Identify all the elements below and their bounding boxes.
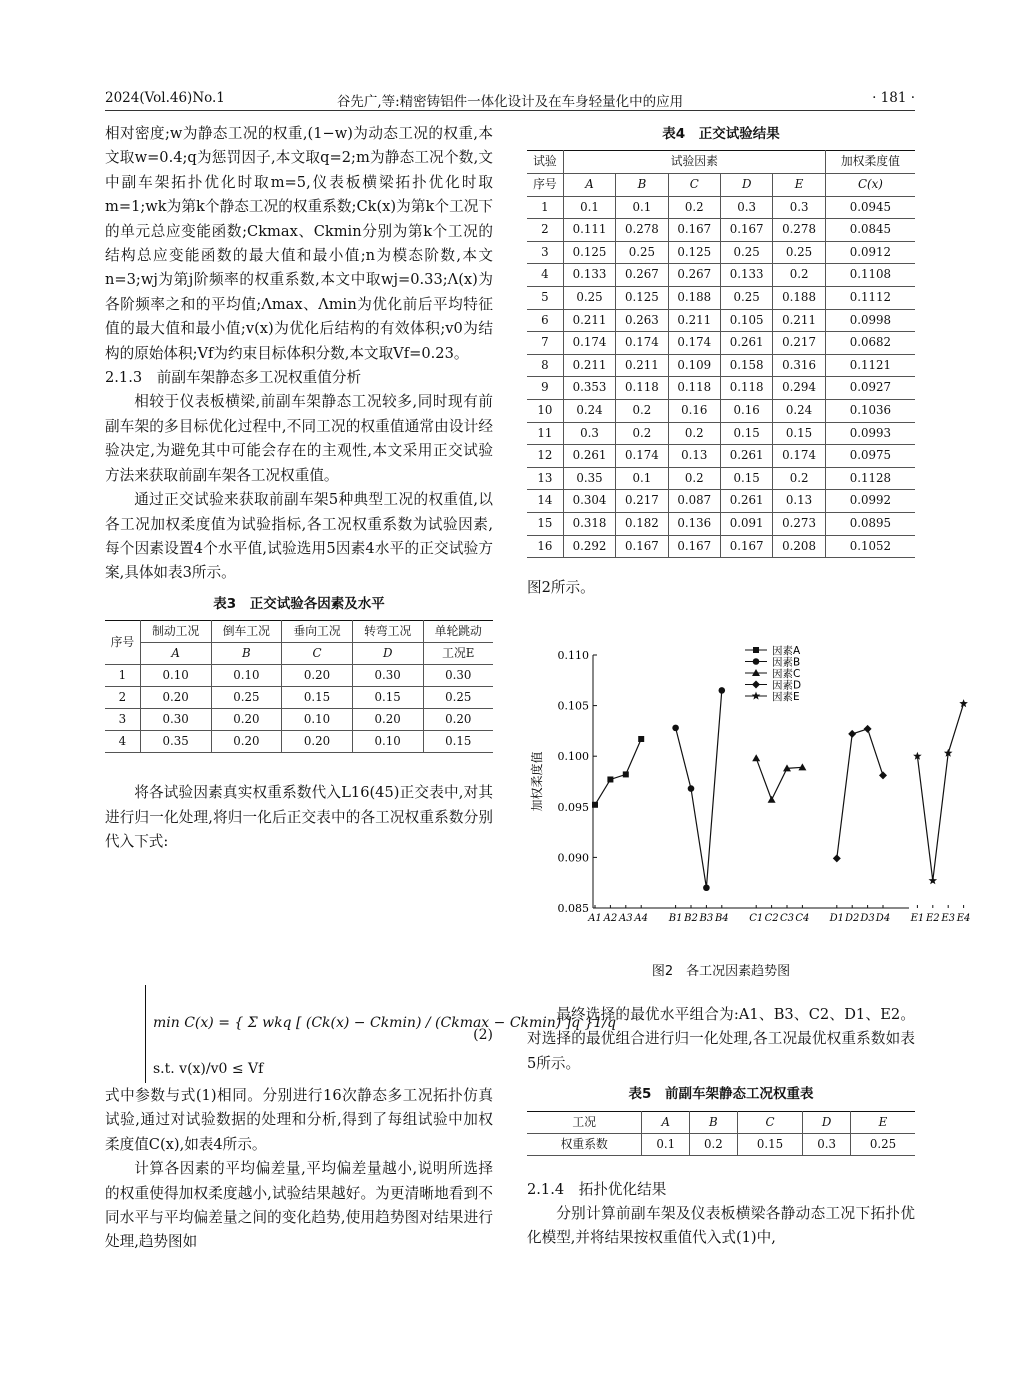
table4-cell: 0.25 xyxy=(720,286,772,309)
x-tick-label: E4 xyxy=(956,913,971,924)
x-tick-label: E3 xyxy=(941,913,956,924)
x-tick-label: E2 xyxy=(925,913,940,924)
y-tick-label: 0.095 xyxy=(557,800,589,814)
table4-cell: 9 xyxy=(527,377,563,400)
table4-cell: 0.182 xyxy=(616,512,668,535)
data-point xyxy=(672,725,679,732)
x-tick-label: A3 xyxy=(619,913,633,924)
table4-cell: 0.167 xyxy=(668,535,720,558)
table4-cell: 0.0912 xyxy=(825,241,915,264)
data-point xyxy=(592,802,598,808)
table5-cell: 0.25 xyxy=(850,1133,915,1155)
table3-cell: 0.25 xyxy=(423,687,493,709)
table4-cell: 6 xyxy=(527,309,563,332)
paragraph-params: 式中参数与式(1)相同。分别进行16次静态多工况拓扑仿真试验,通过对试验数据的处理和分析,得到了每组试验中加权柔度值C(x),如表4所示。 xyxy=(105,1087,493,1153)
table4-cell: 0.2 xyxy=(668,196,720,219)
series-line xyxy=(676,690,722,887)
x-tick-label: B2 xyxy=(684,913,698,924)
table3-row xyxy=(105,687,493,709)
legend-label: 因素B xyxy=(772,656,801,669)
equation-2 xyxy=(105,985,617,1085)
left-column xyxy=(105,122,493,854)
table4-cell: 0.0998 xyxy=(825,309,915,332)
data-point xyxy=(607,776,613,782)
table4-cell: 0.118 xyxy=(616,377,668,400)
series-line xyxy=(837,729,883,859)
table4-cell: 0.118 xyxy=(668,377,720,400)
table4-cell: 0.24 xyxy=(773,399,825,422)
paragraph-topology: 分别计算前副车架及仪表板横梁各静动态工况下拓扑优化模型,并将结果按权重值代入式(1)中, xyxy=(527,1205,915,1247)
table4-cell: 5 xyxy=(527,286,563,309)
table3-header: 垂向工况 xyxy=(282,621,353,643)
table4-cell: 0.261 xyxy=(563,445,615,468)
paragraph-substitute: 将各试验因素真实权重系数代入L16(45)正交表中,对其进行归一化处理,将归一化后正交表中的各工况权重系数分别代入下式: xyxy=(105,784,493,850)
paragraph-optimal: 最终选择的最优水平组合为:A1、B3、C2、D1、E2。对选择的最优组合进行归一化处理,各工况最优权重系数如表5所示。 xyxy=(527,1006,915,1072)
table4-cell: 0.13 xyxy=(773,490,825,513)
x-tick-label: B4 xyxy=(714,913,729,924)
table3-header: 单轮跳动 xyxy=(423,621,493,643)
table4-cell: 0.0682 xyxy=(825,332,915,355)
table4-cell: 0.0993 xyxy=(825,422,915,445)
table3-cell: 4 xyxy=(105,731,140,753)
table4-cell: 0.2 xyxy=(773,264,825,287)
table4-cell: 0.318 xyxy=(563,512,615,535)
table4-subheader: D xyxy=(720,174,772,197)
table4-cell: 1 xyxy=(527,196,563,219)
running-header xyxy=(105,88,915,111)
table4-cell: 0.316 xyxy=(773,354,825,377)
table4-cell: 0.278 xyxy=(773,219,825,242)
table4-caption: 表4 正交试验结果 xyxy=(662,126,780,142)
table4-cell: 0.3 xyxy=(773,196,825,219)
y-axis-label: 加权柔度值 xyxy=(530,751,544,812)
paragraph-fig-ref: 图2所示。 xyxy=(527,579,595,597)
table4-cell: 0.1052 xyxy=(825,535,915,558)
table4-cell: 0.133 xyxy=(563,264,615,287)
table4-cell: 0.136 xyxy=(668,512,720,535)
table4-row xyxy=(527,286,915,309)
data-point xyxy=(638,736,644,742)
table4-cell: 0.208 xyxy=(773,535,825,558)
table3-cell: 0.15 xyxy=(352,687,423,709)
table4-cell: 0.353 xyxy=(563,377,615,400)
table4-cell: 0.263 xyxy=(616,309,668,332)
table5-caption: 表5 前副车架静态工况权重表 xyxy=(628,1086,814,1103)
data-point xyxy=(703,884,710,891)
table4-cell: 0.105 xyxy=(720,309,772,332)
table4-cell: 16 xyxy=(527,535,563,558)
table4-cell: 0.0992 xyxy=(825,490,915,513)
table4-cell: 0.0927 xyxy=(825,377,915,400)
table4-cell: 0.0945 xyxy=(825,196,915,219)
table3-cell: 0.20 xyxy=(423,709,493,731)
table4-cell: 0.273 xyxy=(773,512,825,535)
table5 xyxy=(527,1111,915,1156)
table4-row xyxy=(527,377,915,400)
table4-header: 试验 xyxy=(527,151,563,174)
table4-cell: 0.087 xyxy=(668,490,720,513)
table3-cell: 0.30 xyxy=(352,665,423,687)
series-line xyxy=(595,739,641,805)
data-point xyxy=(864,725,872,733)
table4-row xyxy=(527,354,915,377)
series-line xyxy=(917,704,963,881)
table4-cell: 0.167 xyxy=(616,535,668,558)
data-point xyxy=(623,771,629,777)
table4-cell: 0.1121 xyxy=(825,354,915,377)
table4-cell: 0.167 xyxy=(720,219,772,242)
table4-cell: 0.091 xyxy=(720,512,772,535)
legend-label: 因素E xyxy=(772,691,800,703)
table4-cell: 0.13 xyxy=(668,445,720,468)
table3-cell: 0.30 xyxy=(423,665,493,687)
table4-cell: 0.1128 xyxy=(825,467,915,490)
table4-cell: 0.267 xyxy=(616,264,668,287)
data-point xyxy=(753,647,759,653)
table4-cell: 0.16 xyxy=(668,399,720,422)
table3-subheader: B xyxy=(211,643,282,665)
table5-header: D xyxy=(803,1111,851,1133)
right-column-top xyxy=(527,122,915,601)
table4-row xyxy=(527,535,915,558)
table4-cell: 0.174 xyxy=(616,332,668,355)
table4-cell: 0.211 xyxy=(773,309,825,332)
table4-row xyxy=(527,241,915,264)
table3-cell: 0.15 xyxy=(423,731,493,753)
table4-subheader: B xyxy=(616,174,668,197)
table4-cell: 0.211 xyxy=(616,354,668,377)
x-tick-label: A1 xyxy=(588,913,602,924)
table4-cell: 0.211 xyxy=(563,354,615,377)
table4-cell: 13 xyxy=(527,467,563,490)
table4-cell: 0.304 xyxy=(563,490,615,513)
table4-cell: 15 xyxy=(527,512,563,535)
y-tick-label: 0.085 xyxy=(557,902,589,915)
table5-header: C xyxy=(737,1111,803,1133)
table4-cell: 0.261 xyxy=(720,332,772,355)
table4-cell: 14 xyxy=(527,490,563,513)
table4-cell: 0.1108 xyxy=(825,264,915,287)
table5-cell: 0.15 xyxy=(737,1133,803,1155)
table5-header: E xyxy=(850,1111,915,1133)
table4-cell: 0.1 xyxy=(563,196,615,219)
table3-header: 转弯工况 xyxy=(352,621,423,643)
paragraph-deviation: 计算各因素的平均偏差量,平均偏差量越小,说明所选择的权重使得加权柔度越小,试验结果越好。为更清晰地看到不同水平与平均偏差量之间的变化趋势,使用趋势图对结果进行处理,趋势图如 xyxy=(105,1160,493,1251)
legend-label: 因素C xyxy=(772,668,801,680)
equation-line-1: min C(x) = { Σ wkq [ (Ck(x) − Ckmin) / (Ckmax − Ckmin) ]q }1/q xyxy=(153,1015,617,1031)
table4-cell: 0.167 xyxy=(668,219,720,242)
y-tick-label: 0.090 xyxy=(557,851,589,865)
table4-cell: 10 xyxy=(527,399,563,422)
table4-row xyxy=(527,422,915,445)
paragraph-comparison: 相较于仪表板横梁,前副车架静态工况较多,同时现有前副车架的多目标优化过程中,不同工况的权重值通常由设计经验决定,为避免其中可能会存在的主观性,本文采用正交试验方法来获取前副车架各工况权重值。 xyxy=(105,393,493,484)
table4-row xyxy=(527,264,915,287)
table3-caption: 表3 正交试验各因素及水平 xyxy=(213,595,385,612)
table3-cell: 0.25 xyxy=(211,687,282,709)
data-point xyxy=(833,854,841,862)
table4-cell: 0.25 xyxy=(720,241,772,264)
table4-cell: 3 xyxy=(527,241,563,264)
table3 xyxy=(105,620,493,753)
x-tick-label: D2 xyxy=(845,913,860,924)
left-column-bottom xyxy=(105,1084,493,1255)
page-number: · 181 · xyxy=(872,90,915,106)
x-tick-label: A2 xyxy=(603,913,618,924)
table5-header: A xyxy=(642,1111,690,1133)
x-tick-label: D1 xyxy=(829,913,844,924)
table4-cell: 2 xyxy=(527,219,563,242)
table4-header: 试验因素 xyxy=(563,151,825,174)
table4-cell: 0.2 xyxy=(668,422,720,445)
x-tick-label: D3 xyxy=(860,913,875,924)
table4-cell: 0.0975 xyxy=(825,445,915,468)
table3-header: 倒车工况 xyxy=(211,621,282,643)
table5-cell: 0.2 xyxy=(690,1133,738,1155)
equation-number: (2) xyxy=(473,1027,493,1043)
figure-2 xyxy=(527,640,971,985)
table4-row xyxy=(527,445,915,468)
table4-row xyxy=(527,467,915,490)
data-point xyxy=(752,681,760,689)
data-point xyxy=(753,658,760,665)
table4-cell: 0.15 xyxy=(773,422,825,445)
data-point xyxy=(768,796,776,803)
table5-cell: 0.1 xyxy=(642,1133,690,1155)
table5-header: 工况 xyxy=(527,1111,642,1133)
table4-cell: 0.16 xyxy=(720,399,772,422)
table3-cell: 0.20 xyxy=(211,731,282,753)
table4-cell: 0.267 xyxy=(668,264,720,287)
table3-row xyxy=(105,731,493,753)
y-tick-label: 0.100 xyxy=(557,750,589,764)
y-tick-label: 0.110 xyxy=(557,649,589,662)
table4-cell: 8 xyxy=(527,354,563,377)
table4-cell: 0.133 xyxy=(720,264,772,287)
data-point xyxy=(798,763,806,770)
table4-cell: 0.25 xyxy=(773,241,825,264)
table4-cell: 0.35 xyxy=(563,467,615,490)
table3-cell: 2 xyxy=(105,687,140,709)
right-column-bottom xyxy=(527,1003,915,1251)
table4-cell: 0.1 xyxy=(616,467,668,490)
paragraph-definitions: 相对密度;w为静态工况的权重,(1−w)为动态工况的权重,本文取w=0.4;q为惩罚因子,本文取q=2;m为静态工况个数,文中副车架拓扑优化时取m=5,仪表板横梁拓扑优化时取m=1;wk为第k个静态工况的权重系数;Ck(x)为第k个工况下的单元总应变能函数;Ckmax、Ckmin分别为第k个工况的结构总应变能函数的最大值和最小值;n为模态阶数,本文n=3;wj为第j阶频率的权重系数,本文中取wj=0.33;Λ(x)为各阶频率之和的平均值;Λmax、Λmin为优化前后平均特征值的最大值和最小值;v(x)为优化后结构的有效体积;v0为结构的原始体积;Vf为约束目标体积分数,本文取Vf=0.23。 xyxy=(105,125,493,362)
table3-subheader: C xyxy=(282,643,353,665)
y-tick-label: 0.105 xyxy=(557,699,589,713)
legend-label: 因素D xyxy=(772,679,802,692)
data-point xyxy=(719,687,726,694)
table4-cell: 0.261 xyxy=(720,490,772,513)
table3-cell: 0.20 xyxy=(140,687,211,709)
x-tick-label: B1 xyxy=(668,913,683,924)
table4-cell: 12 xyxy=(527,445,563,468)
table4-cell: 0.294 xyxy=(773,377,825,400)
table4-row xyxy=(527,309,915,332)
table3-cell: 0.20 xyxy=(282,731,353,753)
table3-cell: 0.20 xyxy=(282,665,353,687)
x-tick-label: B3 xyxy=(699,913,714,924)
data-point xyxy=(929,876,938,884)
x-tick-label: C2 xyxy=(764,913,779,924)
table4-header: 加权柔度值 xyxy=(825,151,915,174)
series-line xyxy=(756,758,802,799)
table4-row xyxy=(527,332,915,355)
table4-subheader: A xyxy=(563,174,615,197)
table3-header: 序号 xyxy=(105,621,140,665)
table4-cell: 0.2 xyxy=(616,422,668,445)
data-point xyxy=(879,771,887,779)
table4-cell: 0.0845 xyxy=(825,219,915,242)
table4-cell: 0.2 xyxy=(616,399,668,422)
table4-cell: 0.292 xyxy=(563,535,615,558)
table3-cell: 0.15 xyxy=(282,687,353,709)
table4-subheader: 序号 xyxy=(527,174,563,197)
table4-cell: 0.125 xyxy=(616,286,668,309)
legend-label: 因素A xyxy=(772,645,801,657)
table4-cell: 0.125 xyxy=(563,241,615,264)
table4-row xyxy=(527,196,915,219)
journal-issue: 2024(Vol.46)No.1 xyxy=(105,90,225,106)
table4-cell: 0.188 xyxy=(668,286,720,309)
article-title-header: 谷先广,等:精密铸铝件一体化设计及在车身轻量化中的应用 xyxy=(336,94,684,110)
table4-subheader: C xyxy=(668,174,720,197)
trend-chart xyxy=(527,640,971,960)
table4-cell: 0.2 xyxy=(668,467,720,490)
table4-row xyxy=(527,490,915,513)
x-tick-label: C1 xyxy=(749,913,764,924)
table4-cell: 4 xyxy=(527,264,563,287)
section-heading-2-1-4: 2.1.4 拓扑优化结果 xyxy=(527,1180,667,1198)
table3-cell: 1 xyxy=(105,665,140,687)
table4-row xyxy=(527,512,915,535)
table4-cell: 7 xyxy=(527,332,563,355)
table3-cell: 0.10 xyxy=(282,709,353,731)
table4-cell: 0.174 xyxy=(563,332,615,355)
data-point xyxy=(752,754,760,761)
table5-cell: 权重系数 xyxy=(527,1133,642,1155)
table4-cell: 0.25 xyxy=(563,286,615,309)
table4-cell: 0.217 xyxy=(616,490,668,513)
x-tick-label: C4 xyxy=(795,913,810,924)
x-tick-label: E1 xyxy=(910,913,925,924)
table3-cell: 0.30 xyxy=(140,709,211,731)
table4-cell: 0.3 xyxy=(563,422,615,445)
table5-header: B xyxy=(690,1111,738,1133)
table3-subheader: D xyxy=(352,643,423,665)
table4-cell: 0.174 xyxy=(616,445,668,468)
table4-cell: 0.217 xyxy=(773,332,825,355)
table5-cell: 0.3 xyxy=(803,1133,851,1155)
table3-row xyxy=(105,665,493,687)
table3-subheader: 工况E xyxy=(423,643,493,665)
table4-cell: 0.111 xyxy=(563,219,615,242)
table3-header: 制动工况 xyxy=(140,621,211,643)
table4-cell: 0.125 xyxy=(668,241,720,264)
table4-cell: 0.25 xyxy=(616,241,668,264)
table4-cell: 0.109 xyxy=(668,354,720,377)
table4-cell: 0.24 xyxy=(563,399,615,422)
data-point xyxy=(688,785,695,792)
table4-cell: 0.118 xyxy=(720,377,772,400)
table3-cell: 0.20 xyxy=(352,709,423,731)
table4-cell: 0.174 xyxy=(668,332,720,355)
table3-row xyxy=(105,709,493,731)
table4-cell: 0.15 xyxy=(720,467,772,490)
table3-cell: 0.10 xyxy=(211,665,282,687)
table4-cell: 0.2 xyxy=(773,467,825,490)
x-tick-label: C3 xyxy=(779,913,795,924)
equation-line-2: s.t. v(x)/v0 ≤ Vf xyxy=(153,1061,264,1077)
table4-cell: 0.167 xyxy=(720,535,772,558)
figure-2-caption: 图2 各工况因素趋势图 xyxy=(651,964,791,979)
table4-cell: 0.1 xyxy=(616,196,668,219)
table4-cell: 0.188 xyxy=(773,286,825,309)
data-point xyxy=(959,699,968,707)
table4-cell: 0.211 xyxy=(668,309,720,332)
table4-cell: 11 xyxy=(527,422,563,445)
table4-cell: 0.278 xyxy=(616,219,668,242)
x-tick-label: A4 xyxy=(634,913,648,924)
table4-row xyxy=(527,399,915,422)
table4-cell: 0.174 xyxy=(773,445,825,468)
table4-cell: 0.261 xyxy=(720,445,772,468)
table4 xyxy=(527,150,915,558)
table4-cell: 0.211 xyxy=(563,309,615,332)
table3-cell: 0.20 xyxy=(211,709,282,731)
paragraph-orthogonal: 通过正交试验来获取前副车架5种典型工况的权重值,以各工况加权柔度值为试验指标,各工况权重系数为试验因素,每个因素设置4个水平值,试验选用5因素4水平的正交试验方案,具体如表3所示。 xyxy=(105,491,493,582)
table3-cell: 0.35 xyxy=(140,731,211,753)
table4-subheader: E xyxy=(773,174,825,197)
table4-cell: 0.0895 xyxy=(825,512,915,535)
section-heading-2-1-3: 2.1.3 前副车架静态多工况权重值分析 xyxy=(105,369,362,387)
table4-cell: 0.1112 xyxy=(825,286,915,309)
table4-cell: 0.3 xyxy=(720,196,772,219)
x-tick-label: D4 xyxy=(875,913,891,924)
table3-cell: 3 xyxy=(105,709,140,731)
table3-cell: 0.10 xyxy=(352,731,423,753)
table3-subheader: A xyxy=(140,643,211,665)
table4-subheader: C(x) xyxy=(825,174,915,197)
table3-cell: 0.10 xyxy=(140,665,211,687)
table4-row xyxy=(527,219,915,242)
table4-cell: 0.158 xyxy=(720,354,772,377)
data-point xyxy=(752,692,761,700)
table4-cell: 0.15 xyxy=(720,422,772,445)
table4-cell: 0.1036 xyxy=(825,399,915,422)
data-point xyxy=(848,730,856,738)
